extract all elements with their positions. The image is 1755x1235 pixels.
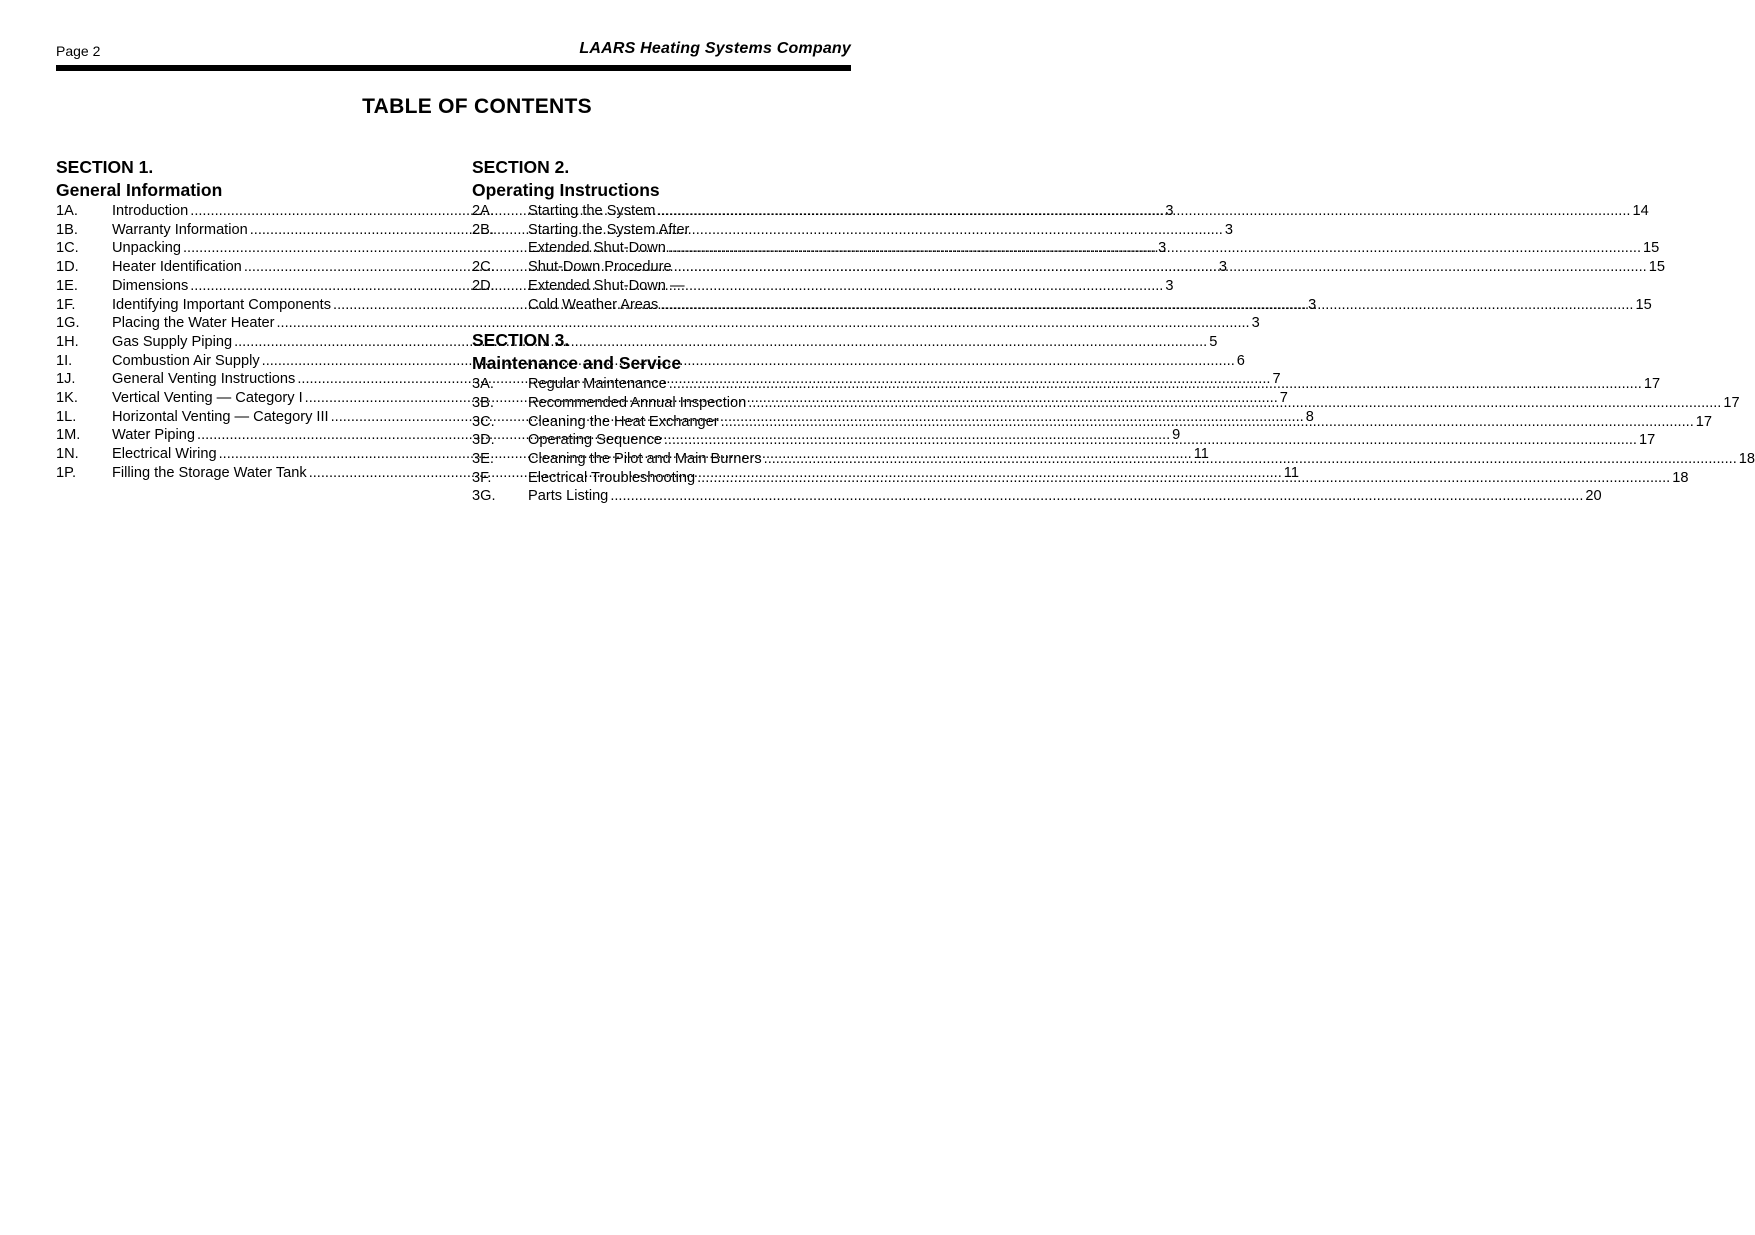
entry-line — [528, 258, 1665, 277]
entry-line — [528, 202, 1649, 221]
entry-page: 17 — [1638, 432, 1656, 449]
entry-page: 18 — [1738, 451, 1755, 468]
entry-page: 3 — [1158, 240, 1167, 257]
entry-title: Electrical Wiring — [112, 446, 217, 463]
toc-entry[interactable] — [472, 375, 1661, 394]
dot-leader — [657, 202, 1630, 221]
entry-title: Dimensions — [112, 277, 189, 294]
entry-title: Extended Shut-Down — — [528, 277, 685, 294]
entry-code: 1I. — [56, 352, 73, 369]
entry-page: 17 — [1643, 376, 1661, 393]
entry-line — [528, 413, 1712, 432]
toc-entry[interactable] — [56, 314, 1260, 333]
entry-title: Cold Weather Areas — [528, 296, 659, 313]
entry-body — [528, 431, 1655, 450]
entry-line — [528, 394, 1740, 413]
entry-page: 11 — [1193, 446, 1209, 463]
dot-leader — [721, 413, 1694, 432]
entry-title: Identifying Important Components — [112, 296, 332, 313]
dot-leader — [660, 296, 1633, 315]
entry-body — [528, 375, 1660, 394]
entry-page: 18 — [1672, 469, 1689, 486]
dot-leader — [668, 239, 1641, 258]
entry-title: Unpacking — [112, 240, 181, 257]
section-title: General Information — [56, 180, 223, 200]
toc-entry[interactable] — [472, 221, 1660, 258]
entry-code: 1H. — [56, 333, 79, 350]
document-title: TABLE OF CONTENTS — [362, 95, 592, 118]
entry-code: 3E. — [472, 451, 494, 468]
entry-title: Warranty Information — [112, 221, 248, 238]
toc-entry[interactable] — [472, 413, 1712, 432]
entry-title: Recommended Annual Inspection — [528, 394, 747, 411]
dot-leader — [764, 450, 1737, 469]
entry-page: 7 — [1279, 390, 1288, 407]
entry-page: 17 — [1695, 413, 1712, 430]
entry-code: 2A. — [472, 203, 494, 219]
dot-leader — [697, 469, 1670, 488]
entry-page: 3 — [1165, 277, 1174, 294]
entry-page: 15 — [1648, 259, 1665, 276]
dot-leader — [664, 431, 1637, 450]
entry-title: Shut-Down Procedure — [528, 259, 672, 276]
toc-entry[interactable] — [472, 277, 1652, 314]
entry-body — [528, 258, 1665, 277]
entry-page: 15 — [1635, 296, 1652, 313]
entry-page: 7 — [1272, 371, 1281, 388]
section-title: Operating Instructions — [472, 180, 660, 200]
entry-line — [528, 487, 1602, 506]
entry-title: Regular Maintenance — [528, 376, 667, 393]
entry-code: 2D. — [472, 277, 495, 294]
toc-section — [472, 156, 1665, 314]
toc-entry[interactable] — [472, 487, 1602, 506]
entry-code: 3C. — [472, 413, 495, 430]
entry-code: 1N. — [56, 446, 79, 463]
entry-line — [528, 450, 1755, 469]
company-name: LAARS Heating Systems Company — [579, 40, 851, 57]
dot-leader — [669, 375, 1642, 394]
entry-page: 3 — [1251, 315, 1260, 332]
entry-code: 1E. — [56, 277, 78, 294]
entry-page: 3 — [1218, 259, 1228, 276]
entry-page: 6 — [1236, 352, 1245, 369]
toc-entry[interactable] — [472, 202, 1649, 221]
toc-entry[interactable] — [472, 431, 1656, 450]
entry-title: Extended Shut-Down — [528, 240, 666, 257]
entry-line — [528, 375, 1660, 394]
entry-body — [528, 394, 1740, 413]
entry-code: 1G. — [56, 315, 80, 332]
dot-leader — [748, 394, 1721, 413]
entry-title: Water Piping — [112, 427, 196, 444]
entry-line — [528, 431, 1655, 450]
entry-code: 3F. — [472, 469, 492, 486]
entry-title: Parts Listing — [528, 488, 609, 505]
entry-page: 3 — [1224, 221, 1233, 238]
entry-body — [528, 221, 1659, 258]
entry-page: 17 — [1723, 394, 1740, 411]
page-header — [56, 38, 851, 72]
entry-code: 3D. — [472, 432, 495, 449]
dot-leader — [610, 487, 1583, 506]
entry-code: 1J. — [56, 371, 76, 388]
entry-code: 1B. — [56, 221, 78, 238]
entry-code: 1L. — [56, 408, 77, 425]
entry-code: 1C. — [56, 240, 79, 257]
entry-title: Horizontal Venting — Category III — [112, 408, 329, 425]
section-title: Maintenance and Service — [472, 353, 682, 374]
entry-page: 20 — [1585, 488, 1602, 505]
entry-title: Placing the Water Heater — [112, 315, 275, 332]
entry-body — [528, 202, 1649, 221]
entry-title: Vertical Venting — Category I — [112, 390, 303, 407]
entry-code: 3B. — [472, 394, 494, 411]
section-number: SECTION 2. — [472, 157, 570, 177]
entry-title: Introduction — [112, 203, 189, 219]
entry-body — [528, 450, 1755, 469]
entry-code: 3G. — [472, 488, 496, 505]
entry-title: Gas Supply Piping — [112, 333, 233, 350]
section-number: SECTION 3. — [472, 330, 570, 351]
entry-body — [528, 469, 1688, 488]
entry-page: 15 — [1643, 240, 1660, 257]
page-number: Page 2 — [56, 43, 101, 59]
entry-page: 5 — [1209, 333, 1218, 350]
entry-title: Combustion Air Supply — [112, 352, 260, 369]
entry-line — [528, 296, 1652, 315]
dot-leader — [674, 258, 1647, 277]
entry-line — [528, 239, 1659, 258]
entry-title: Starting the System — [528, 203, 656, 219]
entry-page: 14 — [1632, 203, 1649, 219]
entry-title: Operating Sequence — [528, 432, 662, 449]
entry-body — [528, 413, 1712, 432]
section-number: SECTION 1. — [56, 157, 154, 177]
entry-code: 3A. — [472, 376, 494, 393]
entry-code: 1K. — [56, 390, 78, 407]
toc-entry[interactable] — [472, 258, 1665, 277]
entry-code: 1F. — [56, 296, 76, 313]
entry-body — [528, 487, 1602, 506]
entry-title: Cleaning the Heat Exchanger — [528, 413, 719, 430]
header-rule — [56, 65, 851, 71]
entry-page: 9 — [1172, 427, 1181, 444]
entry-page: 11 — [1283, 464, 1299, 481]
entry-line — [528, 277, 1652, 296]
entry-page: 3 — [1165, 203, 1174, 219]
entry-title: Starting the System After — [528, 221, 690, 238]
entry-code: 2B. — [472, 221, 494, 238]
toc-entry[interactable] — [472, 394, 1740, 413]
entry-line — [528, 221, 1659, 240]
entry-page: 8 — [1305, 408, 1314, 425]
entry-code: 2C. — [472, 259, 495, 276]
entry-page: 3 — [1308, 296, 1317, 313]
entry-code: 1D. — [56, 259, 79, 276]
entry-title: Heater Identification — [112, 259, 242, 276]
entry-title: Electrical Troubleshooting — [528, 469, 696, 486]
entry-line — [528, 469, 1688, 488]
entry-title: Filling the Storage Water Tank — [112, 464, 307, 481]
entry-body — [528, 277, 1652, 314]
entry-code: 1A. — [56, 203, 78, 219]
entry-code: 1P. — [56, 464, 77, 481]
entry-code: 1M. — [56, 427, 81, 444]
entry-title: General Venting Instructions — [112, 371, 296, 388]
entry-title: Cleaning the Pilot and Main Burners — [528, 451, 762, 468]
